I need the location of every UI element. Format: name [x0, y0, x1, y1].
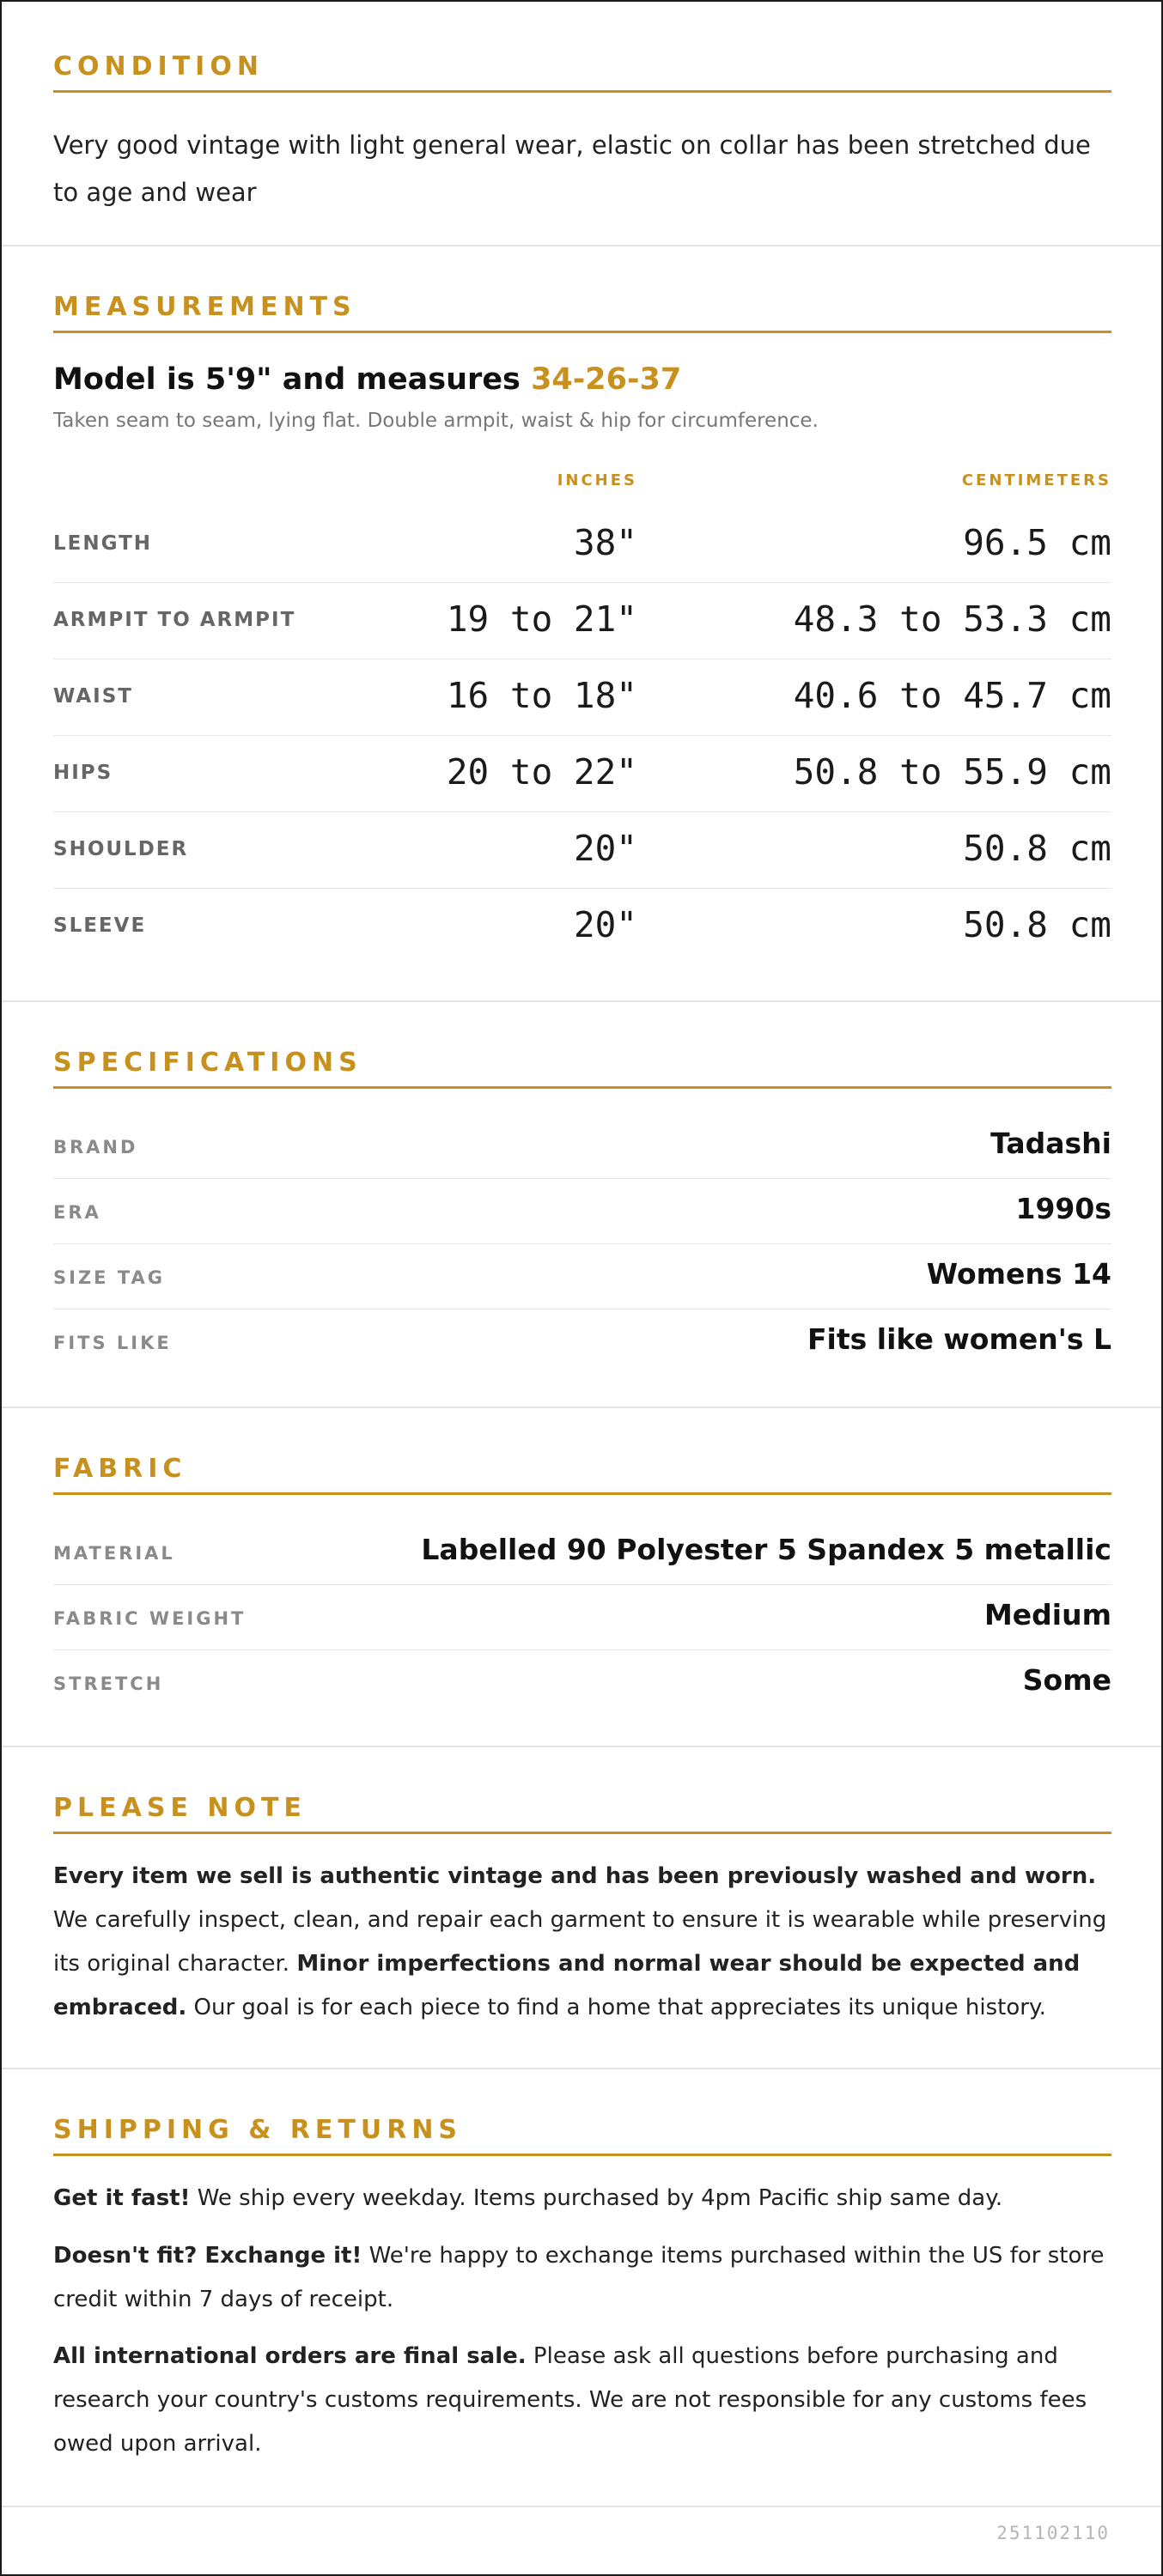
shipping-paragraph-3	[53, 2335, 1111, 2466]
specifications-heading	[53, 1041, 1111, 1089]
measurement-row	[53, 507, 1111, 583]
spec-value: Labelled 90 Polyester 5 Spandex 5 metallic	[421, 1533, 1111, 1566]
condition-section	[2, 2, 1161, 246]
spec-label: BRAND	[53, 1137, 138, 1157]
spec-label: SIZE TAG	[53, 1267, 166, 1288]
measurement-inches: 20 to 22"	[446, 751, 637, 793]
product-code: 251102110	[996, 2523, 1110, 2543]
measurement-row	[53, 583, 1111, 659]
measurement-cm: 96.5 cm	[963, 522, 1111, 563]
measurement-label: ARMPIT TO ARMPIT	[53, 609, 296, 631]
fabric-heading	[53, 1447, 1111, 1495]
shipping-text-2: We're happy to exchange items purchased within the US for store credit within 7 days of receipt.	[53, 2243, 1105, 2312]
measurement-row	[53, 659, 1111, 736]
spec-row-size-tag	[53, 1244, 1111, 1309]
model-info-prefix: Model is 5'9" and measures	[53, 362, 532, 397]
spec-label: FABRIC WEIGHT	[53, 1608, 247, 1629]
measurement-cm: 48.3 to 53.3 cm	[793, 598, 1111, 640]
measurement-column-headers	[53, 471, 1111, 497]
measurement-cm: 50.8 cm	[963, 904, 1111, 945]
column-header-inches: INCHES	[557, 471, 637, 489]
fabric-row-material	[53, 1520, 1111, 1585]
fabric-row-weight	[53, 1585, 1111, 1650]
measurement-row	[53, 889, 1111, 965]
measurement-cm: 50.8 to 55.9 cm	[793, 751, 1111, 793]
spec-label: MATERIAL	[53, 1543, 175, 1564]
shipping-paragraph-2	[53, 2234, 1111, 2322]
spec-label: FITS LIKE	[53, 1333, 172, 1353]
shipping-heading-text: SHIPPING & RETURNS	[53, 2115, 463, 2145]
fabric-heading-text: FABRIC	[53, 1454, 187, 1484]
spec-value: Medium	[983, 1598, 1111, 1631]
spec-value: Some	[1022, 1663, 1111, 1697]
please-note-section	[2, 1747, 1161, 2069]
spec-label: STRETCH	[53, 1674, 164, 1694]
measurement-inches: 16 to 18"	[446, 675, 637, 716]
spec-value: Womens 14	[926, 1257, 1111, 1291]
please-note-text-1: We carefully inspect, clean, and repair each garment to ensure it is wearable while preserving its original character.	[53, 1907, 1107, 1977]
spec-value: Tadashi	[990, 1127, 1111, 1160]
measurement-inches: 20"	[573, 828, 637, 869]
measurement-inches: 19 to 21"	[446, 598, 637, 640]
shipping-section	[2, 2069, 1161, 2507]
measurement-row	[53, 736, 1111, 812]
condition-heading	[53, 45, 1111, 93]
fabric-section	[2, 1408, 1161, 1747]
column-header-centimeters: CENTIMETERS	[961, 471, 1111, 489]
shipping-bold-2: Doesn't fit? Exchange it!	[53, 2243, 362, 2269]
condition-heading-text: CONDITION	[53, 52, 264, 82]
measurement-label: LENGTH	[53, 532, 153, 555]
model-measures: 34-26-37	[531, 362, 682, 397]
condition-text: Very good vintage with light general wear, elastic on collar has been stretched due to age and wear	[53, 131, 1091, 207]
please-note-text-2: Our goal is for each piece to find a home that appreciates its unique history.	[186, 1995, 1046, 2020]
shipping-text-3: Please ask all questions before purchasing and research your country's customs requirements. We are not responsible for any customs fees owed upon arrival.	[53, 2343, 1087, 2457]
measurement-inches: 38"	[573, 522, 637, 563]
measurement-label: SLEEVE	[53, 914, 147, 937]
spec-value: Fits like women's L	[807, 1322, 1111, 1356]
spec-row-fits-like	[53, 1309, 1111, 1375]
please-note-bold-2: Minor imperfections and normal wear should be expected and embraced.	[53, 1951, 1081, 2020]
spec-row-brand	[53, 1114, 1111, 1179]
shipping-bold-3: All international orders are final sale.	[53, 2343, 527, 2369]
measurement-note: Taken seam to seam, lying flat. Double armpit, waist & hip for circumference.	[53, 410, 819, 432]
measurement-cm: 40.6 to 45.7 cm	[793, 675, 1111, 716]
measurement-cm: 50.8 cm	[963, 828, 1111, 869]
please-note-heading	[53, 1786, 1111, 1834]
specifications-section	[2, 1002, 1161, 1408]
shipping-heading	[53, 2108, 1111, 2156]
fabric-row-stretch	[53, 1650, 1111, 1716]
model-info	[53, 362, 1111, 397]
measurements-heading	[53, 285, 1111, 333]
measurement-row	[53, 812, 1111, 889]
measurement-inches: 20"	[573, 904, 637, 945]
shipping-text-1: We ship every weekday. Items purchased by 4pm Pacific ship same day.	[190, 2185, 1003, 2211]
specifications-heading-text: SPECIFICATIONS	[53, 1048, 362, 1078]
measurement-label: WAIST	[53, 685, 133, 708]
measurement-label: SHOULDER	[53, 838, 189, 860]
shipping-bold-1: Get it fast!	[53, 2185, 191, 2211]
measurement-label: HIPS	[53, 762, 113, 784]
spec-value: 1990s	[1015, 1192, 1111, 1225]
spec-row-era	[53, 1179, 1111, 1244]
please-note-text	[53, 1855, 1111, 2030]
please-note-heading-text: PLEASE NOTE	[53, 1793, 307, 1823]
measurements-heading-text: MEASUREMENTS	[53, 292, 356, 322]
please-note-bold-1: Every item we sell is authentic vintage and has been previously washed and worn.	[53, 1863, 1097, 1889]
spec-label: ERA	[53, 1202, 101, 1223]
measurements-section	[2, 246, 1161, 1002]
shipping-paragraph-1	[53, 2177, 1111, 2221]
